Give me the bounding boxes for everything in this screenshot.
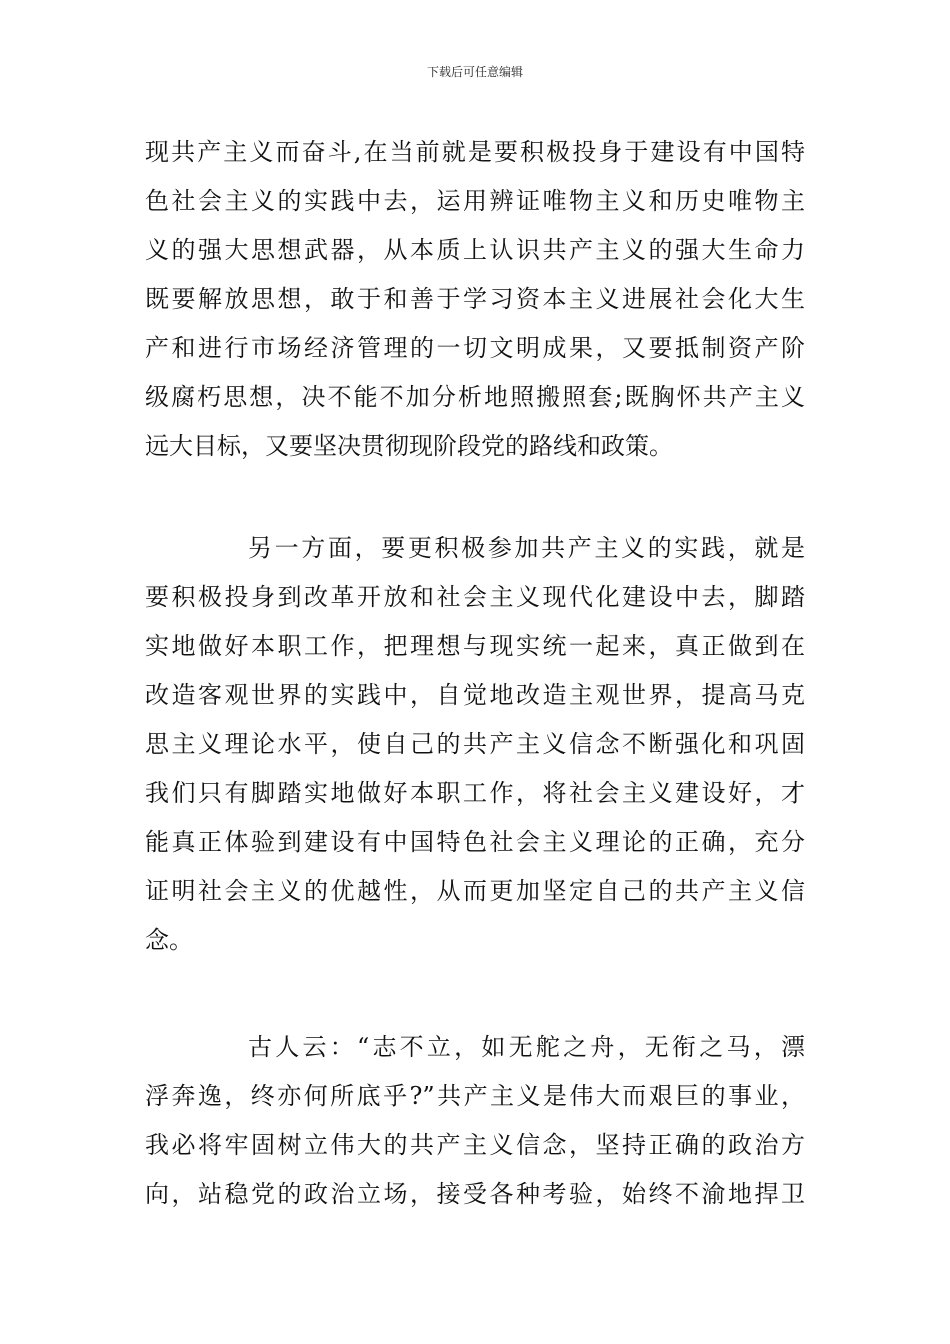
text-line: 我们只有脚踏实地做好本职工作，将社会主义建设好，才 [145,779,805,807]
text-line: 级腐朽思想，决不能不加分析地照搬照套;既胸怀共产主义 [145,383,805,411]
text-line: 另一方面，要更积极参加共产主义的实践，就是 [248,534,805,562]
text-line: 远大目标，又要坚决贯彻现阶段党的路线和政策。 [145,432,673,460]
text-line: 要积极投身到改革开放和社会主义现代化建设中去，脚踏 [145,583,805,611]
text-line: 能真正体验到建设有中国特色社会主义理论的正确，充分 [145,828,805,856]
text-line: 思主义理论水平，使自己的共产主义信念不断强化和巩固 [145,730,805,758]
text-line: 现共产主义而奋斗,在当前就是要积极投身于建设有中国特 [145,138,805,166]
page-header: 下载后可任意编辑 [426,65,523,79]
text-line: 浮奔逸，终亦何所底乎?”共产主义是伟大而艰巨的事业， [145,1082,805,1110]
text-line: 义的强大思想武器，从本质上认识共产主义的强大生命力 [145,236,805,264]
text-line: 色社会主义的实践中去，运用辨证唯物主义和历史唯物主 [145,187,805,215]
paragraph-1 [145,128,805,471]
text-line: 念。 [145,926,193,954]
text-line: 向，站稳党的政治立场，接受各种考验，始终不渝地捍卫 [145,1180,805,1208]
text-line: 既要解放思想，敢于和善于学习资本主义进展社会化大生 [145,285,805,313]
text-line: 实地做好本职工作，把理想与现实统一起来，真正做到在 [145,632,805,660]
paragraph-3 [145,1023,805,1219]
text-line: 我必将牢固树立伟大的共产主义信念，坚持正确的政治方 [145,1131,805,1159]
text-line: 改造客观世界的实践中，自觉地改造主观世界，提高马克 [145,681,805,709]
text-line: 古人云：“志不立，如无舵之舟，无衔之马，漂 [248,1033,805,1061]
text-line: 产和进行市场经济管理的一切文明成果，又要抵制资产阶 [145,334,805,362]
text-line: 证明社会主义的优越性，从而更加坚定自己的共产主义信 [145,877,805,905]
paragraph-2 [145,524,805,965]
